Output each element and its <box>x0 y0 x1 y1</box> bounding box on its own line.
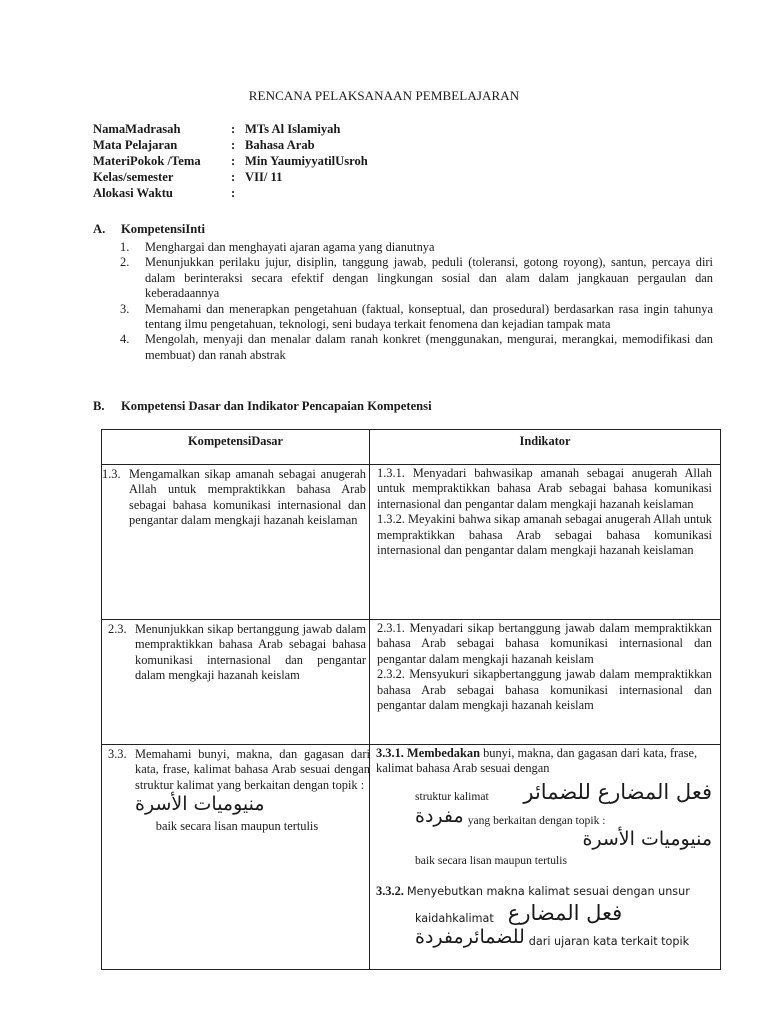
list-item <box>120 255 713 301</box>
arabic-topic: منيوميات الأسرة <box>135 793 265 816</box>
indicator-entry <box>376 884 712 949</box>
indicator-line <box>376 805 712 829</box>
competency-table <box>101 429 721 970</box>
document-title: RENCANA PELAKSANAAN PEMBELAJARAN <box>248 88 520 103</box>
list-number: 1. <box>120 240 130 254</box>
identity-key: Mata Pelajaran <box>93 138 178 152</box>
indicator-entry <box>377 667 712 713</box>
identity-key: Alokasi Waktu <box>93 186 173 200</box>
list-text: Mengolah, menyaji dan menalar dalam ranah konkret (menggunakan, mengurai, merangkai, memodifikasi dan membuat) dan ranah abstrak <box>145 332 713 362</box>
identity-value: Bahasa Arab <box>245 138 315 152</box>
identity-colon: : <box>231 186 236 200</box>
list-number: 2. <box>120 255 130 270</box>
indicator-cell <box>370 745 721 970</box>
identity-value: VII/ 11 <box>245 170 283 184</box>
indicator-line <box>376 926 712 950</box>
kd-text: Memahami bunyi, makna, dan gagasan dari kata, frase, kalimat bahasa Arab sesuai dengan struktur kalimat yang berkaitan dengan topik : <box>135 747 370 792</box>
section-b-heading <box>93 399 432 415</box>
indicator-keyword: Membedakan <box>407 746 480 760</box>
indicator-number: 1.3.1. <box>377 466 405 480</box>
kd-cell <box>102 465 370 620</box>
section-title: KompetensiInti <box>121 222 205 236</box>
table-row <box>102 620 721 745</box>
arabic-phrase: مفردة <box>415 804 464 827</box>
table-row <box>102 465 721 620</box>
kd-number: 2.3. <box>108 622 127 636</box>
indicator-text: dari ujaran kata terkait topik <box>528 935 690 949</box>
identity-row <box>93 121 368 137</box>
indicator-line <box>376 779 712 805</box>
section-title: Kompetensi Dasar dan Indikator Pencapaian Kompetensi <box>121 399 432 413</box>
kompetensi-inti-list <box>120 240 713 363</box>
arabic-phrase: منيوميات الأسرة <box>582 828 712 851</box>
indicator-text: struktur kalimat <box>415 790 489 804</box>
table-row <box>102 745 721 970</box>
indicator-number: 1.3.2. <box>377 512 405 527</box>
identity-block <box>93 121 368 201</box>
identity-colon: : <box>231 122 236 136</box>
kd-body <box>135 747 370 817</box>
section-a-heading <box>93 222 205 238</box>
arabic-phrase: فعل المضارع للضمائر <box>523 779 712 804</box>
section-letter: B. <box>93 399 105 413</box>
list-item <box>120 240 713 255</box>
identity-row <box>93 169 368 185</box>
kd-text: Menunjukkan sikap bertanggung jawab dalam mempraktikkan bahasa Arab sebagai bahasa komunikasi internasional dan pengantar dalam mengkaji hazanah keislam <box>135 622 366 683</box>
indicator-entry <box>376 746 712 868</box>
indicator-text: Mensyukuri sikapbertanggung jawab dalam mempraktikkan bahasa Arab sebagai bahasa komunikasi internasional dan pengantar dalam mengkaji hazanah keislam <box>377 667 712 712</box>
kd-number: 1.3. <box>102 467 121 481</box>
kd-number: 3.3. <box>108 747 127 761</box>
list-number: 3. <box>120 301 130 316</box>
kd-cell <box>102 620 370 745</box>
identity-row <box>93 153 368 169</box>
indicator-text: bunyi, makna, dan gagasan dari kata, frase, kalimat bahasa Arab sesuai dengan <box>376 746 698 776</box>
identity-key: NamaMadrasah <box>93 122 181 136</box>
list-text: Menghargai dan menghayati ajaran agama yang dianutnya <box>145 240 435 254</box>
indicator-text: kaidahkalimat <box>415 911 494 925</box>
identity-row <box>93 137 368 153</box>
column-header: KompetensiDasar <box>102 430 370 465</box>
indicator-cell <box>370 465 721 620</box>
list-text: Menunjukkan perilaku jujur, disiplin, tanggung jawab, peduli (toleransi, gotong royong), santun, percaya diri dalam berinteraksi secara efektif dengan lingkungan sosial dan alam dalam jangkauan pergaulan dan keberadaannya <box>145 255 713 301</box>
indicator-text: Meyakini bahwa sikap amanah sebagai anugerah Allah untuk mempraktikkan bahasa Arab sebagai bahasa komunikasi internasional dan pengantar dalam mengkaji hazanah keislaman <box>377 512 712 557</box>
indicator-text: Menyadari bahwasikap amanah sebagai anugerah Allah untuk mempraktikkan bahasa Arab sebagai bahasa komunikasi internasional dan pengantar dalam mengkaji hazanah keislaman <box>377 466 712 511</box>
indicator-text: yang berkaitan dengan topik : <box>467 813 606 827</box>
section-letter: A. <box>93 222 106 236</box>
column-header: Indikator <box>370 430 721 465</box>
identity-value: Min YaumiyyatilUsroh <box>245 154 368 168</box>
indicator-line <box>376 900 712 926</box>
indicator-cell <box>370 620 721 745</box>
identity-colon: : <box>231 154 236 168</box>
identity-colon: : <box>231 170 236 184</box>
indicator-text: Menyebutkan makna kalimat sesuai dengan unsur <box>407 885 690 899</box>
kd-entry <box>108 747 370 817</box>
list-item <box>120 332 713 363</box>
table-header-row <box>102 430 721 465</box>
indicator-number: 2.3.2. <box>377 667 405 682</box>
indicator-number: 3.3.2. <box>376 884 404 899</box>
list-text: Memahami dan menerapkan pengetahuan (faktual, konseptual, dan prosedural) berdasarkan rasa ingin tahunya tentang ilmu pengetahuan, teknologi, seni budaya terkait fenomena dan kejadian tampak mata <box>145 301 713 331</box>
arabic-phrase: للضمائرمفردة <box>415 925 525 948</box>
arabic-phrase: فعل المضارع <box>507 900 623 925</box>
indicator-text: Menyadari sikap bertanggung jawab dalam mempraktikkan bahasa Arab sebagai bahasa komunikasi internasional dan pengantar dalam mengkaji hazanah keislam <box>377 621 712 666</box>
identity-key: Kelas/semester <box>93 170 174 184</box>
indicator-entry <box>377 512 712 558</box>
indicator-line <box>376 828 712 852</box>
kd-tail: baik secara lisan maupun tertulis <box>155 818 319 833</box>
indicator-text: baik secara lisan maupun tertulis <box>415 853 567 867</box>
identity-key: MateriPokok /Tema <box>93 154 201 168</box>
identity-colon: : <box>231 138 236 152</box>
list-item <box>120 302 713 333</box>
indicator-number: 3.3.1. <box>376 746 404 760</box>
identity-value: MTs Al Islamiyah <box>245 122 341 136</box>
kd-entry <box>102 467 366 529</box>
indicator-entry <box>377 466 712 512</box>
identity-row <box>93 185 368 201</box>
kd-cell <box>102 745 370 970</box>
list-number: 4. <box>120 332 130 347</box>
indicator-number: 2.3.1. <box>377 621 405 635</box>
kd-text: Mengamalkan sikap amanah sebagai anugerah Allah untuk mempraktikkan bahasa Arab sebagai bahasa komunikasi internasional dan pengantar dalam mengkaji hazanah keislaman <box>129 467 366 528</box>
kd-entry <box>108 622 366 684</box>
indicator-entry <box>377 621 712 667</box>
